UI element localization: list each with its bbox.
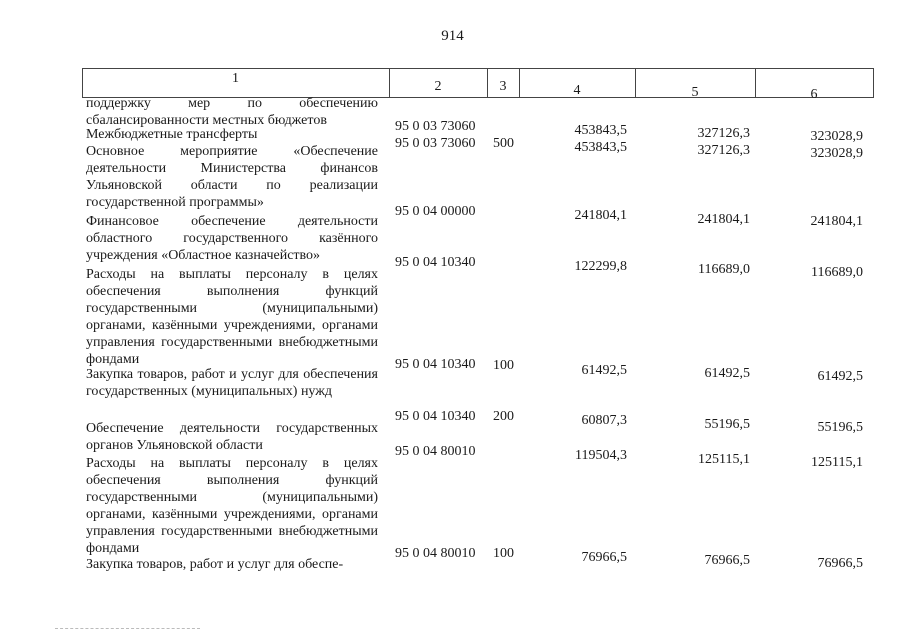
row-value-col4: 122299,8 xyxy=(574,259,627,274)
row-value-col5: 125115,1 xyxy=(698,452,750,467)
row-value-col6: 125115,1 xyxy=(811,455,863,470)
row-value-col4: 453843,5 xyxy=(574,123,627,138)
row-vr: 500 xyxy=(493,136,514,151)
header-col-4: 4 xyxy=(573,83,581,98)
row-description: Межбюджетные трансферты xyxy=(86,127,258,142)
row-value-col4: 119504,3 xyxy=(575,448,627,463)
row-vr: 200 xyxy=(493,409,514,424)
row-description: Обеспечение деятельности государственных органов Ульяновской области xyxy=(86,421,378,453)
scan-artifact xyxy=(55,628,200,630)
header-col-2: 2 xyxy=(434,79,442,94)
row-code: 95 0 04 10340 xyxy=(395,255,476,270)
row-description: Основное мероприятие «Обеспечение деятельности Министерства финансов Ульяновской области по реализации государственной программы» xyxy=(86,144,378,210)
row-value-col5: 55196,5 xyxy=(704,417,750,432)
row-value-col4: 61492,5 xyxy=(581,363,627,378)
header-col-3: 3 xyxy=(499,79,507,94)
row-value-col6: 323028,9 xyxy=(810,129,863,144)
row-code: 95 0 04 00000 xyxy=(395,204,476,219)
row-code: 95 0 04 10340 xyxy=(395,409,476,424)
row-vr: 100 xyxy=(493,546,514,561)
row-value-col6: 76966,5 xyxy=(817,556,863,571)
row-value-col5: 241804,1 xyxy=(697,212,750,227)
table-header xyxy=(82,68,874,102)
row-description: поддержку мер по обеспечению сбалансированности местных бюджетов xyxy=(86,96,378,128)
row-description: Финансовое обеспечение деятельности областного государственного казённого учреждения «Областное казначейство» xyxy=(86,214,378,263)
row-code: 95 0 04 10340 xyxy=(395,357,476,372)
row-value-col4: 453843,5 xyxy=(574,140,627,155)
row-code: 95 0 04 80010 xyxy=(395,444,476,459)
page-number: 914 xyxy=(441,28,464,44)
row-value-col4: 76966,5 xyxy=(581,550,627,565)
row-code: 95 0 03 73060 xyxy=(395,136,476,151)
row-description: Закупка товаров, работ и услуг для обеспечения государственных (муниципальных) нужд xyxy=(86,367,378,399)
row-value-col6: 55196,5 xyxy=(817,420,863,435)
row-description: Закупка товаров, работ и услуг для обеспе- xyxy=(86,557,344,572)
row-value-col6: 116689,0 xyxy=(811,265,863,280)
header-col-6: 6 xyxy=(810,87,818,102)
row-code: 95 0 03 73060 xyxy=(395,119,476,134)
row-value-col6: 323028,9 xyxy=(810,146,863,161)
header-col-5: 5 xyxy=(691,85,699,100)
row-value-col6: 61492,5 xyxy=(817,369,863,384)
header-divider xyxy=(873,68,874,98)
header-col-1: 1 xyxy=(232,71,239,86)
row-code: 95 0 04 80010 xyxy=(395,546,476,561)
row-vr: 100 xyxy=(493,358,514,373)
row-value-col5: 116689,0 xyxy=(698,262,750,277)
row-value-col5: 76966,5 xyxy=(704,553,750,568)
row-value-col4: 241804,1 xyxy=(574,208,627,223)
row-value-col5: 61492,5 xyxy=(704,366,750,381)
row-description: Расходы на выплаты персоналу в целях обеспечения выполнения функций государственными (муниципальными) органами, казёнными учреждениями, органами управления государственными внебюджетными фондами xyxy=(86,456,378,556)
row-value-col6: 241804,1 xyxy=(810,214,863,229)
row-value-col5: 327126,3 xyxy=(697,126,750,141)
row-value-col5: 327126,3 xyxy=(697,143,750,158)
row-description: Расходы на выплаты персоналу в целях обеспечения выполнения функций государственными (муниципальными) органами, казёнными учреждениями, органами управления государственными внебюджетными фондами xyxy=(86,267,378,367)
row-value-col4: 60807,3 xyxy=(581,413,627,428)
